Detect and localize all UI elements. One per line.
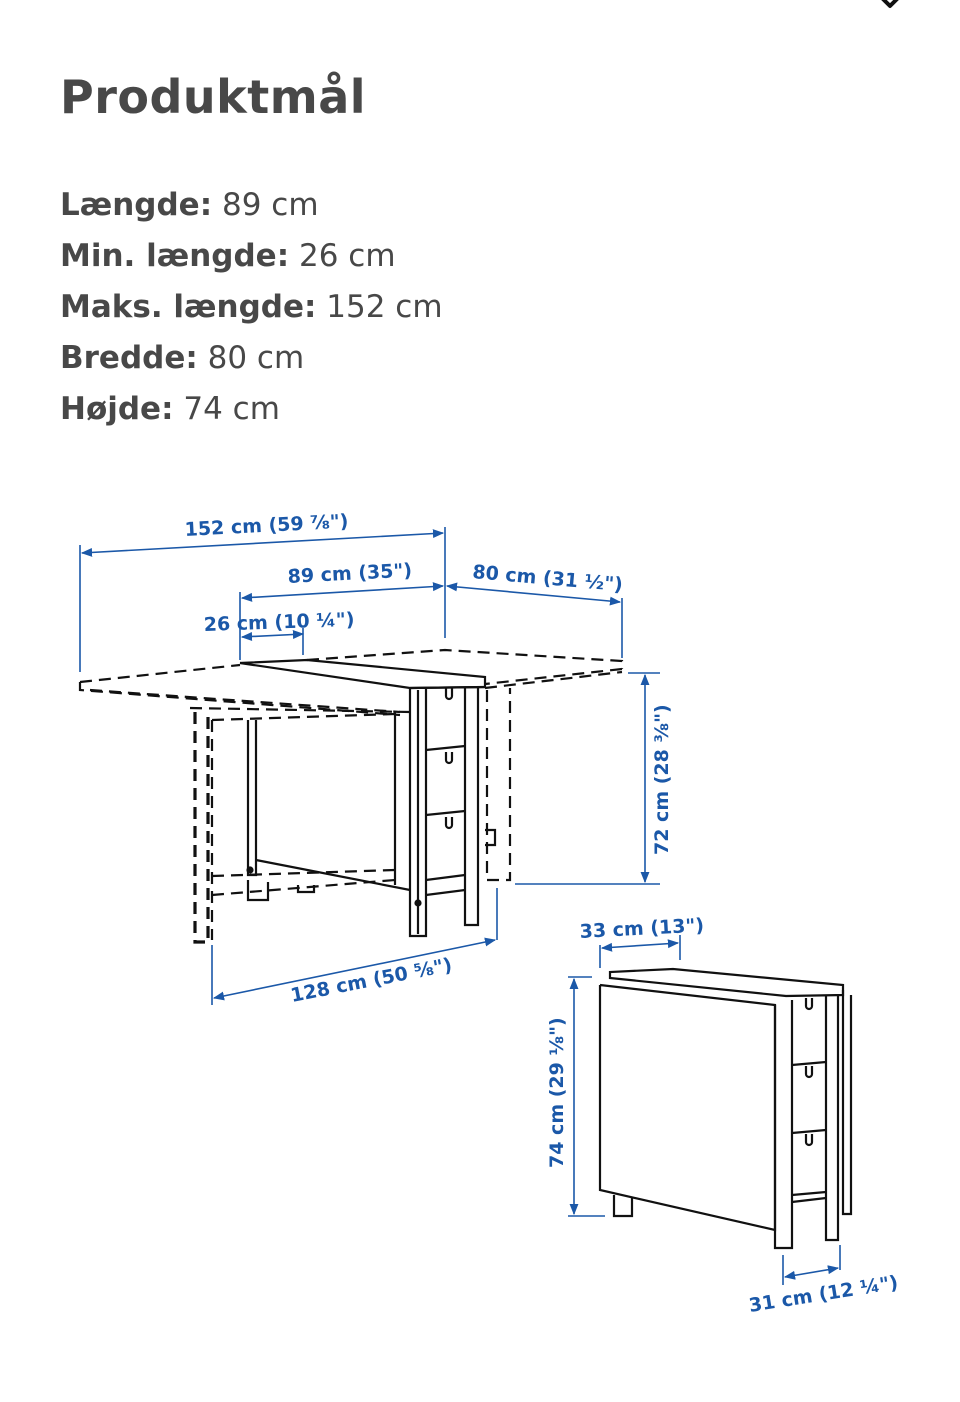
label-leg-span: 128 cm (50 ⅝") bbox=[288, 954, 454, 1007]
dimension-min-length: Min. længde: 26 cm bbox=[60, 238, 396, 274]
dimension-diagram bbox=[0, 490, 960, 1370]
dimension-height: Højde: 74 cm bbox=[60, 391, 280, 427]
label-folded-depth-top: 33 cm (13") bbox=[579, 914, 705, 943]
label-length: 89 cm (35") bbox=[287, 559, 413, 588]
close-button[interactable] bbox=[868, 0, 908, 14]
label-max-length: 152 cm (59 ⅞") bbox=[184, 510, 349, 541]
label-width: 80 cm (31 ½") bbox=[471, 561, 624, 597]
close-icon bbox=[868, 0, 908, 14]
label-leg-height: 72 cm (28 ⅜") bbox=[651, 704, 673, 855]
dimension-width: Bredde: 80 cm bbox=[60, 340, 305, 376]
page-title: Produktmål bbox=[60, 70, 366, 124]
extended-table-drawing bbox=[80, 650, 622, 942]
dimensions-list bbox=[60, 180, 443, 435]
label-min-length: 26 cm (10 ¼") bbox=[203, 608, 355, 636]
label-folded-depth-base: 31 cm (12 ¼") bbox=[747, 1271, 900, 1317]
dimension-length: Længde: 89 cm bbox=[60, 187, 319, 223]
folded-table-drawing bbox=[600, 969, 851, 1248]
dimension-max-length: Maks. længde: 152 cm bbox=[60, 289, 443, 325]
extended-dimension-lines bbox=[80, 527, 660, 1005]
label-folded-height: 74 cm (29 ⅛") bbox=[546, 1017, 568, 1168]
